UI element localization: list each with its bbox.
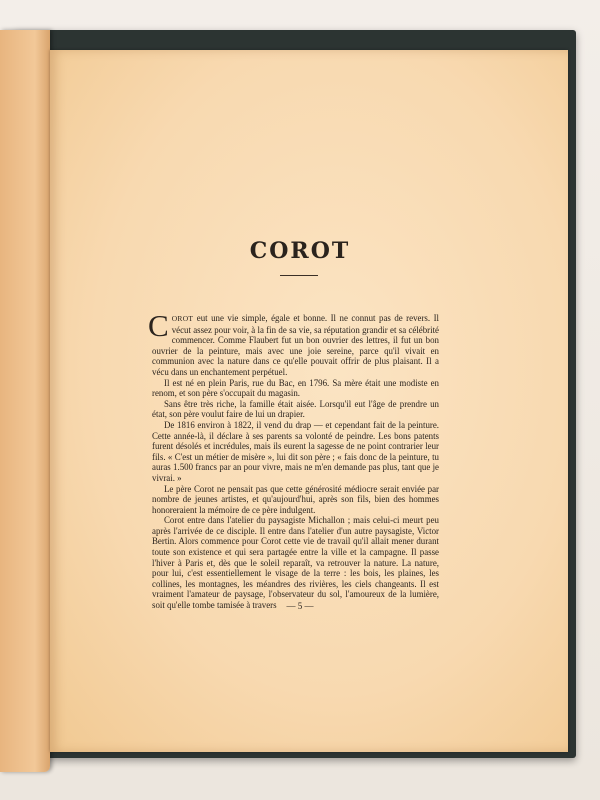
page-number: — 5 —	[286, 601, 314, 611]
paragraph-1	[148, 308, 439, 378]
title-rule	[280, 275, 318, 276]
paragraph-6: Corot entre dans l'atelier du paysagiste Michallon ; mais celui-ci meurt peu après l'arrivée de ce disciple. Il entre dans l'atelier d'un autre paysagiste, Victor Bertin. Alors commence pour Corot cette vie de travail qu'il allait mener durant toute son existence et qui sera partagée entre la ville et la campagne. Il passe l'hiver à Paris et, dès que le soleil reparaît, va retrouver la nature. La nature, pour lui, c'est essentiellement le visage de la terre : les bois, les plaines, les collines, les montagnes, les méandres des rivières, les ciels changeants. Il est vraiment l'amateur de paysage, l'observateur du sol, l'amoureux de la lumière, soit qu'elle tombe tamisée à travers	[152, 515, 439, 611]
paragraph-1-text: eut une vie simple, égale et bonne. Il ne connut pas de revers. Il vécut assez pour voir, à la fin de sa vie, sa réputation grandir et sa célébrité commencer. Comme Flaubert fut un bon ouvrier des lettres, il fut un bon ouvrier de la peinture, mais avec une joie sereine, parce qu'il vivait en communion avec la nature dans ce qu'elle pouvait offrir de plus plaisant. Il a vécu dans un enchantement perpétuel.	[152, 313, 439, 377]
paragraph-5: Le père Corot ne pensait pas que cette générosité médiocre serait enviée par nombre de jeunes artistes, et qu'aujourd'hui, après son fils, bien des hommes honoreraient la mémoire de ce père indulgent.	[152, 483, 439, 515]
drop-cap: C	[148, 308, 169, 343]
first-word-smallcaps: OROT	[171, 314, 194, 323]
paragraph-3: Sans être très riche, la famille était aisée. Lorsqu'il eut l'âge de prendre un état, son père voulut faire de lui un drapier.	[152, 398, 439, 420]
page-title: COROT	[249, 238, 351, 264]
paragraph-2: Il est né en plein Paris, rue du Bac, en 1796. Sa mère était une modiste en renom, et son père s'occupait du magasin.	[152, 377, 439, 399]
left-page-edge	[0, 30, 50, 772]
paragraph-4: De 1816 environ à 1822, il vend du drap — et cependant fait de la peinture. Cette année-là, il déclare à ses parents sa volonté de peindre. Les bons patents furent désolés et incrédules, mais ils eurent la sagesse de ne point contrarier leur fils. « C'est un métier de misère », lui dit son père ; « fais donc de la peinture, tu auras 1.500 francs par an pour vivre, mais ne m'en demande pas plus, tant que je vivrai. »	[152, 419, 439, 483]
body-text	[148, 308, 439, 611]
